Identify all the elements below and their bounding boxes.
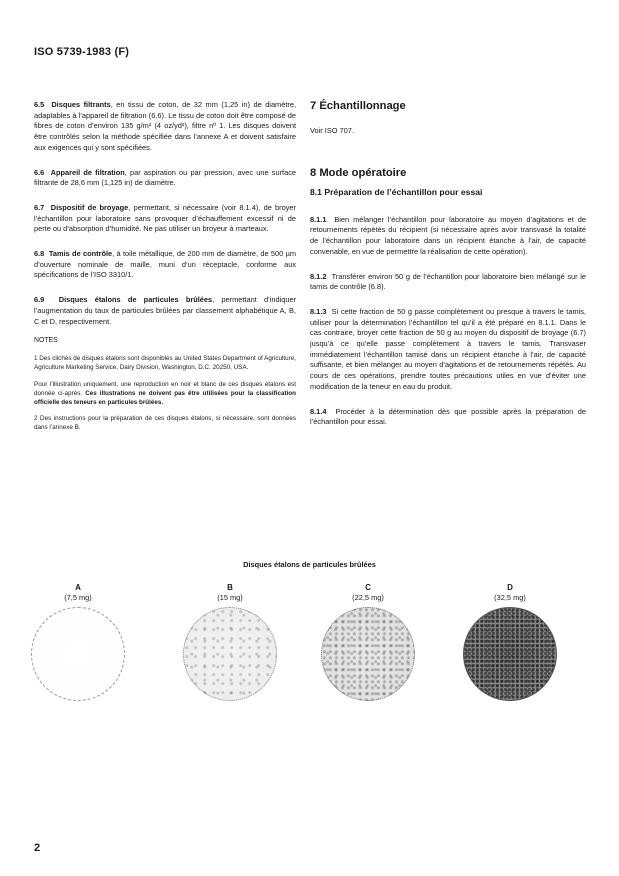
- section-6-9: [34, 295, 296, 327]
- section-6-5-title: Disques filtrants: [51, 100, 111, 109]
- disc-a-figure: [30, 583, 126, 701]
- notes-label: NOTES: [34, 337, 58, 345]
- section-8-1-4-number: 8.1.4: [310, 406, 327, 416]
- disc-d-mass: (32,5 mg): [494, 593, 526, 602]
- disc-d-label: D: [507, 583, 513, 592]
- disc-b-mass: (15 mg): [217, 593, 243, 602]
- section-6-9-number: 6.9: [34, 295, 45, 305]
- disc-c-label: C: [365, 583, 371, 592]
- section-7-text: Voir ISO 707.: [310, 126, 354, 135]
- disc-b-image: [183, 607, 277, 701]
- section-8-1-heading: 8.1 Préparation de l’échantillon pour essai: [310, 186, 483, 197]
- disc-a-image: [31, 607, 125, 701]
- section-7-heading: 7 Échantillonnage: [310, 100, 406, 112]
- section-6-9-title: Disques étalons de particules brûlées: [58, 295, 213, 305]
- disc-a-label: A: [75, 583, 81, 592]
- section-8-1-1-number: 8.1.1: [310, 214, 327, 224]
- right-column: [310, 100, 586, 438]
- section-6-6-title: Appareil de filtration: [50, 167, 125, 177]
- disc-d-image: [463, 607, 557, 701]
- section-6-5: [34, 100, 296, 154]
- section-6-8-number: 6.8: [34, 249, 45, 259]
- section-6-5-number: 6.5: [34, 100, 45, 109]
- disc-a-mass: (7,5 mg): [64, 593, 92, 602]
- section-6-7-title: Dispositif de broyage: [50, 202, 129, 212]
- section-6-7-text: , permettant, si nécessaire (voir 8.1.4), de broyer l’échantillon pour laboratoire sans provoquer d’échauffement excessif ni de perte ou d’absorption d’humidité. Ne pas utiliser un broyeur à marteaux.: [34, 202, 296, 234]
- disc-c-image: [321, 607, 415, 701]
- section-6-7-number: 6.7: [34, 202, 45, 212]
- document-header: ISO 5739-1983 (F): [34, 46, 130, 58]
- section-6-8: [34, 249, 296, 281]
- section-6-8-title: Tamis de contrôle: [48, 249, 113, 259]
- section-8-1-2: [310, 272, 586, 293]
- section-6-6-number: 6.6: [34, 167, 45, 177]
- section-6-7: [34, 203, 296, 235]
- section-6-9-text: , permettant d’indiquer l’augmentation du taux de particules brûlées par classement alphabétique A, B, C et D, respectivement.: [34, 295, 297, 326]
- disc-c-figure: [320, 583, 416, 701]
- section-6-6: [34, 168, 296, 189]
- disc-b-label: B: [227, 583, 233, 592]
- section-8-1-2-text: Transférer environ 50 g de l’échantillon pour laboratoire bien mélangé sur le tamis de contrôle (6.8).: [310, 271, 586, 292]
- section-6-8-text: , à toile métallique, de 200 mm de diamètre, de 500 µm d’ouverture nominale de maille, muni d’un réceptacle, conforme aux spécifications de l’ISO 3310/1.: [34, 249, 296, 280]
- section-6-5-text: , en tissu de coton, de 32 mm (1,25 in) de diamètre, adaptables à l’appareil de filtration (6.6). Le tissu de coton doit être composé de fibres de coton d’environ 135 g/m² (4 oz/yd²), filtre nº 1. Les disques doivent être contrôlés selon la méthode spécifiée dans l’annexe A et doivent satisfaire aux exigences qui y sont spécifiées.: [34, 100, 296, 152]
- note-2: 2 Des instructions pour la préparation de ces disques étalons, si nécessaire, sont données dans l’annexe B.: [34, 415, 296, 432]
- section-8-heading: 8 Mode opératoire: [310, 166, 407, 179]
- note-1-illustration: [34, 380, 296, 408]
- section-8-1-2-number: 8.1.2: [310, 271, 327, 281]
- note-1-illustration-warning: Ces illustrations ne doivent pas être utilisées pour la classification officielle des teneurs en particules brûlées.: [34, 389, 296, 407]
- note-1-illustration-text: Pour l’illustration uniquement, une reproduction en noir et blanc de ces disques étalons est donnée ci-après.: [34, 380, 296, 397]
- section-8-1-4: [310, 407, 586, 428]
- section-8-1-3-number: 8.1.3: [310, 306, 327, 316]
- section-8-1-3: [310, 307, 586, 393]
- disc-b-figure: [182, 583, 278, 701]
- section-6-6-text: , par aspiration ou par pression, avec une surface filtrante de 28,6 mm (1,125 in) de diamètre.: [34, 167, 296, 188]
- disc-c-mass: (22,5 mg): [352, 593, 384, 602]
- figure-title: Disques étalons de particules brûlées: [243, 560, 376, 569]
- page-number: 2: [34, 842, 41, 854]
- section-8-1-1-text: Bien mélanger l’échantillon pour laboratoire au moyen d’agitations et de retournements répétés du récipient (si nécessaire après avoir transvasé la totalité de l’échantillon pour laboratoire dans un récipient étanche à l’air, de capacité convenable, en vue de permettre la réalisation de cette opération).: [310, 214, 586, 256]
- section-8-1-3-text: Si cette fraction de 50 g passe complètement ou presque à travers le tamis, utiliser pour la détermination l’échantillon tel qu’il a été préparé en 8.1.1. Dans le cas contraire, broyer cette fraction de 50 g au moyen du dispositif de broyage (6.7) jusqu’à ce qu’elle passe complètement à travers le tamis. Transvaser immédiatement l’échantillon tamisé dans un récipient étanche à l’air, de capacité suffisante, et bien mélanger au moyen d’agitations et de retournements répétés. Au cours de ces opérations, prendre toutes précautions utiles en vue d’éviter une modification de la teneur en eau du produit.: [310, 306, 587, 391]
- left-column: [34, 100, 296, 440]
- note-1: 1 Des clichés de disques étalons sont disponibles au United States Department of Agriculture, Agriculture Marketing Service, Dairy Division, Washington, D.C. 20250, USA.: [34, 355, 296, 372]
- disc-d-figure: [462, 583, 558, 701]
- section-8-1-1: [310, 215, 586, 258]
- section-8-1-4-text: Procéder à la détermination dès que possible après la préparation de l’échantillon pour essai.: [310, 406, 586, 427]
